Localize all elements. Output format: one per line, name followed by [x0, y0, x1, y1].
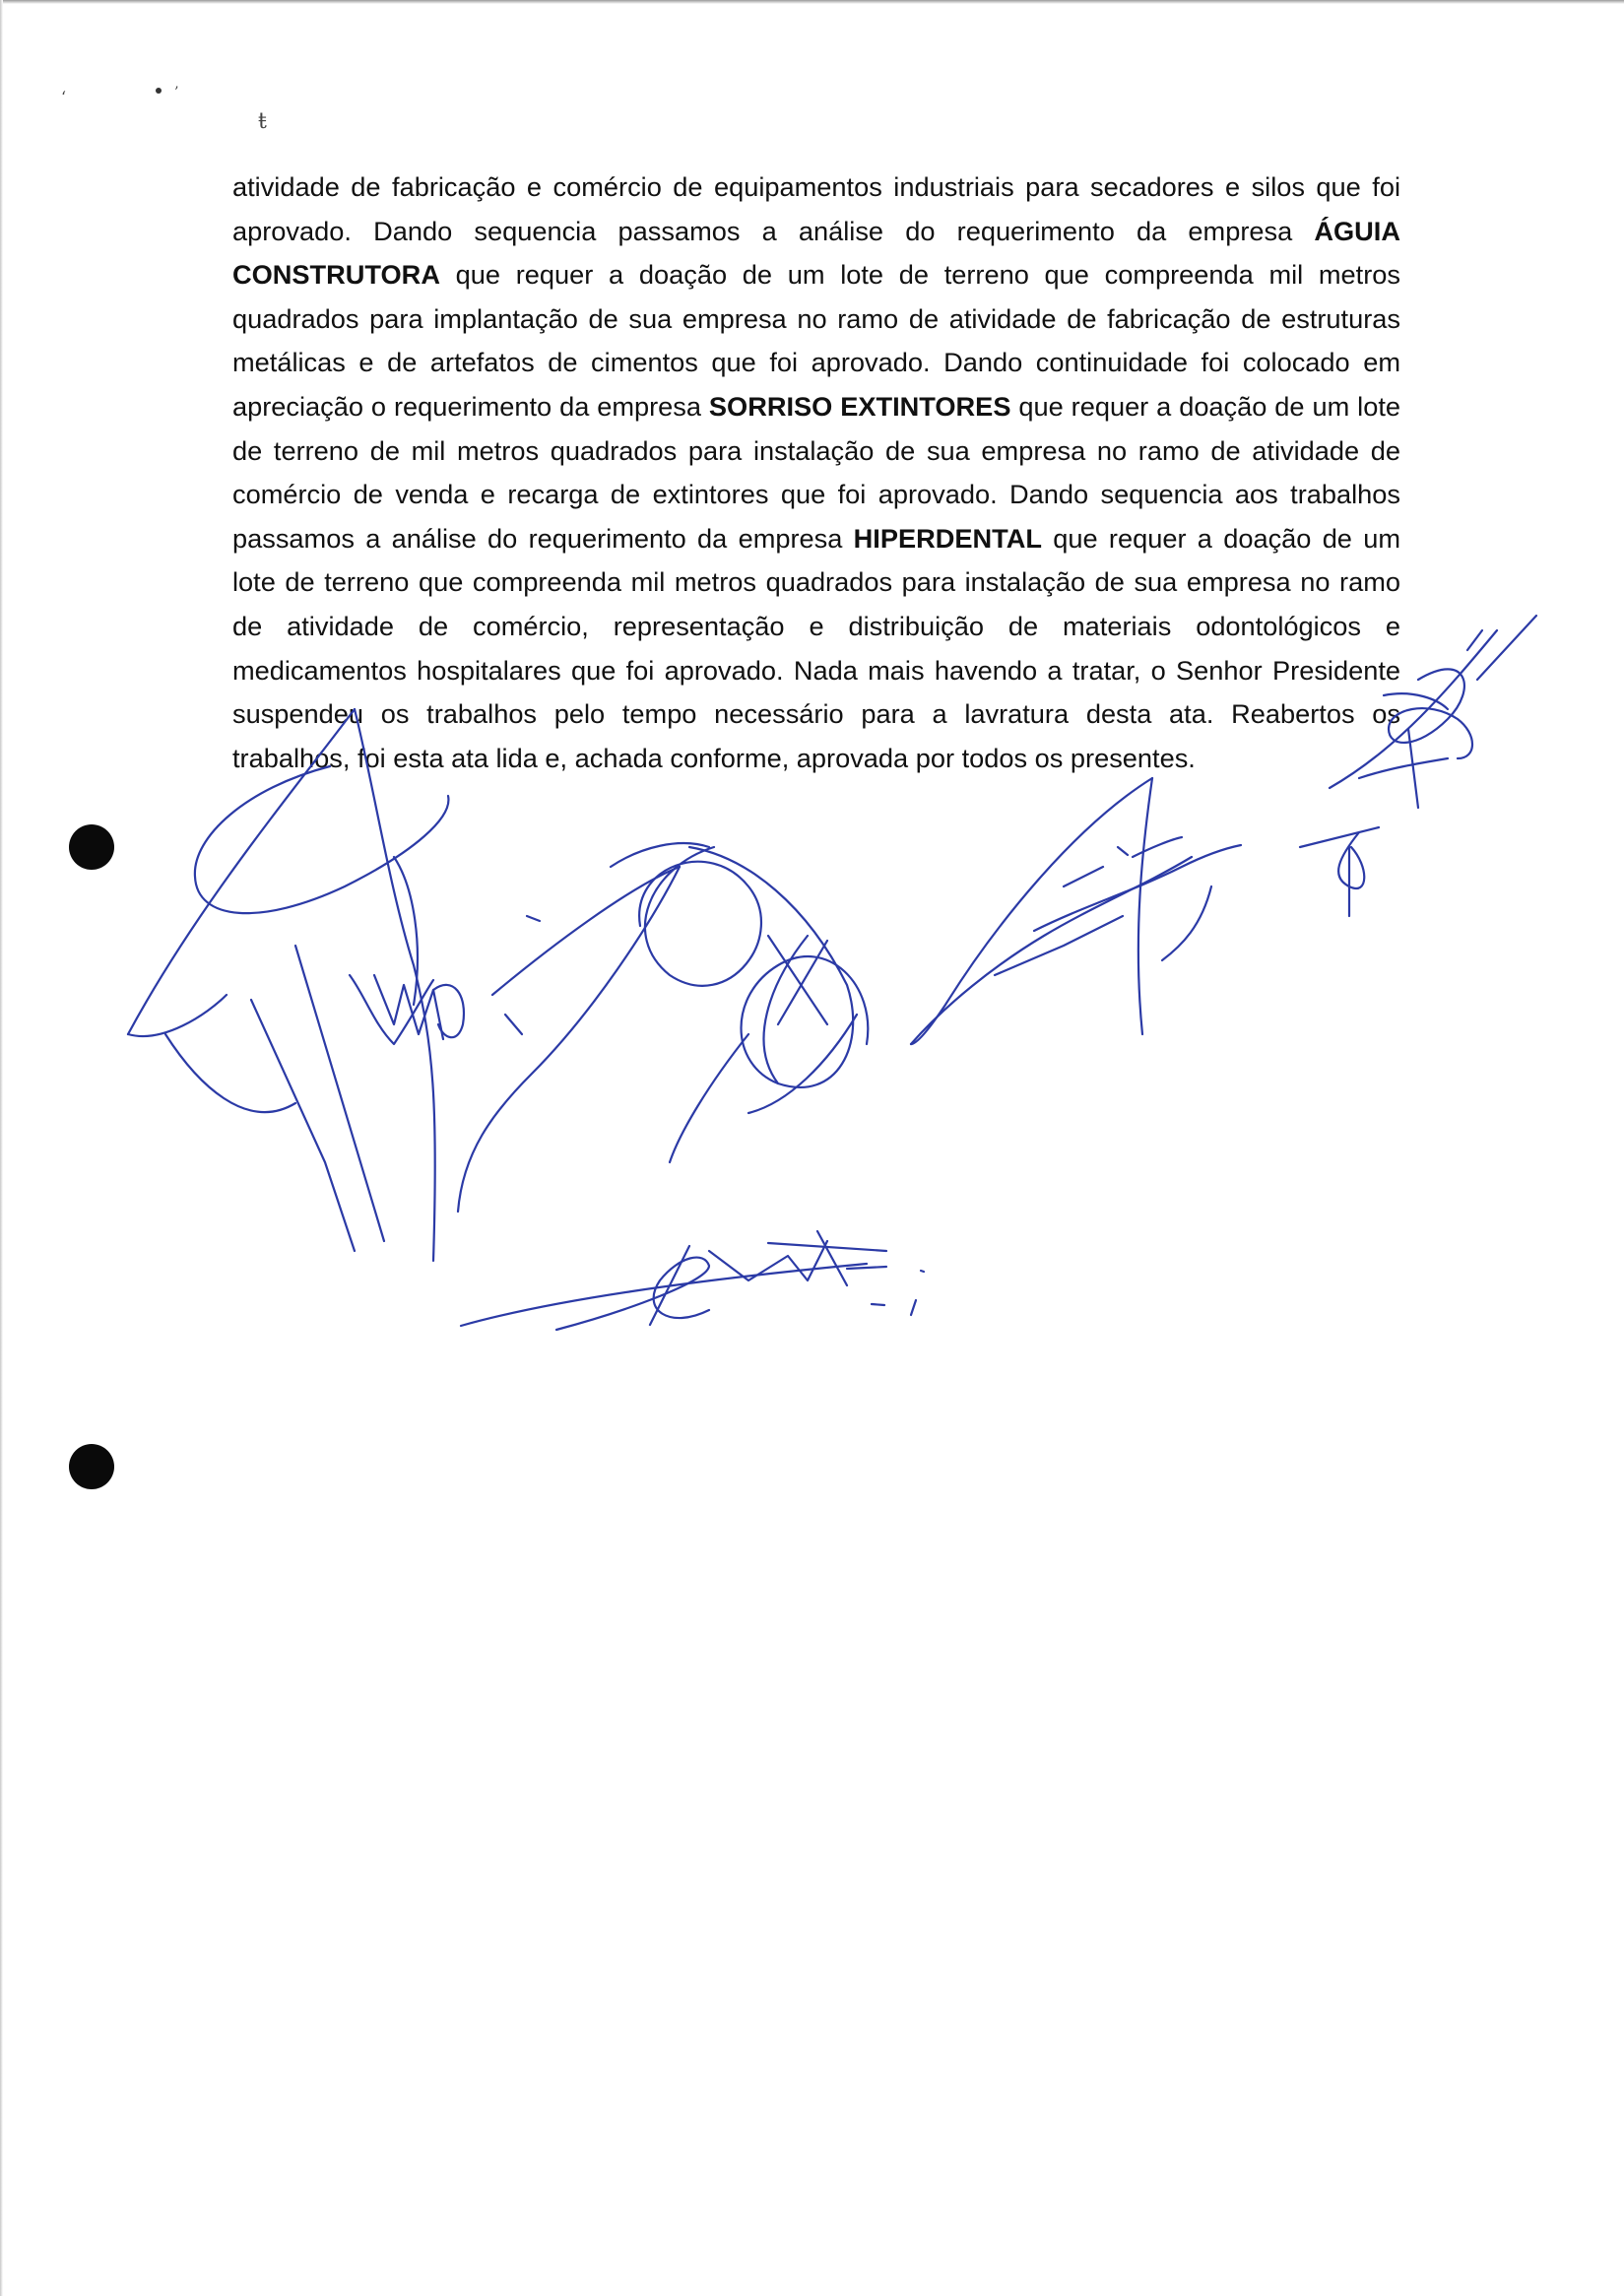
punch-hole	[69, 824, 114, 870]
company-name: HIPERDENTAL	[853, 522, 1042, 554]
minutes-paragraph	[232, 165, 1400, 780]
scan-edge	[0, 0, 3, 2296]
signature-2	[611, 843, 868, 1162]
company-name: ÁGUIA CONSTRUTORA	[232, 215, 1400, 291]
signature-3	[911, 778, 1241, 1044]
svg-text:‘: ‘	[61, 88, 67, 106]
company-name: SORRISO EXTINTORES	[708, 390, 1011, 422]
punch-hole	[69, 1444, 114, 1489]
signature-4	[1300, 827, 1379, 916]
signature-6	[461, 1231, 924, 1330]
ink-mark	[1467, 630, 1482, 650]
paragraph-text: atividade de fabricação e comércio de equipamentos industriais para secadores e silos que foi aprovado. Dando sequencia passamos a análise do requerimento da empresa	[232, 171, 1400, 246]
paragraph-text: que requer a doação de um lote de terreno que compreenda mil metros quadrados para implantação de sua empresa no ramo de atividade de fabricação de estruturas metálicas e de artefatos de cimentos que foi aprovado. Dando continuidade foi colocado em apreciação o requerimento da empresa	[232, 259, 1400, 422]
svg-text:’: ’	[174, 85, 179, 100]
svg-text:ŧ: ŧ	[258, 109, 267, 134]
signature-1	[128, 709, 680, 1261]
paragraph-text: que requer a doação de um lote de terreno que compreenda mil metros quadrados para instalação de sua empresa no ramo de atividade de comércio, representação e distribuição de materiais odontológicos e medicamentos hospitalares que foi aprovado. Nada mais havendo a tratar, o Senhor Presidente suspendeu os trabalhos pelo tempo necessário para a lavratura desta ata. Reabertos os trabalhos, foi esta ata lida e, achada conforme, aprovada por todos os presentes.	[232, 522, 1400, 773]
paragraph-text: que requer a doação de um lote de terreno de mil metros quadrados para instalação de sua empresa no ramo de atividade de comércio de venda e recarga de extintores que foi aprovado. Dando sequencia aos trabalhos passamos a análise do requerimento da empresa	[232, 390, 1400, 554]
